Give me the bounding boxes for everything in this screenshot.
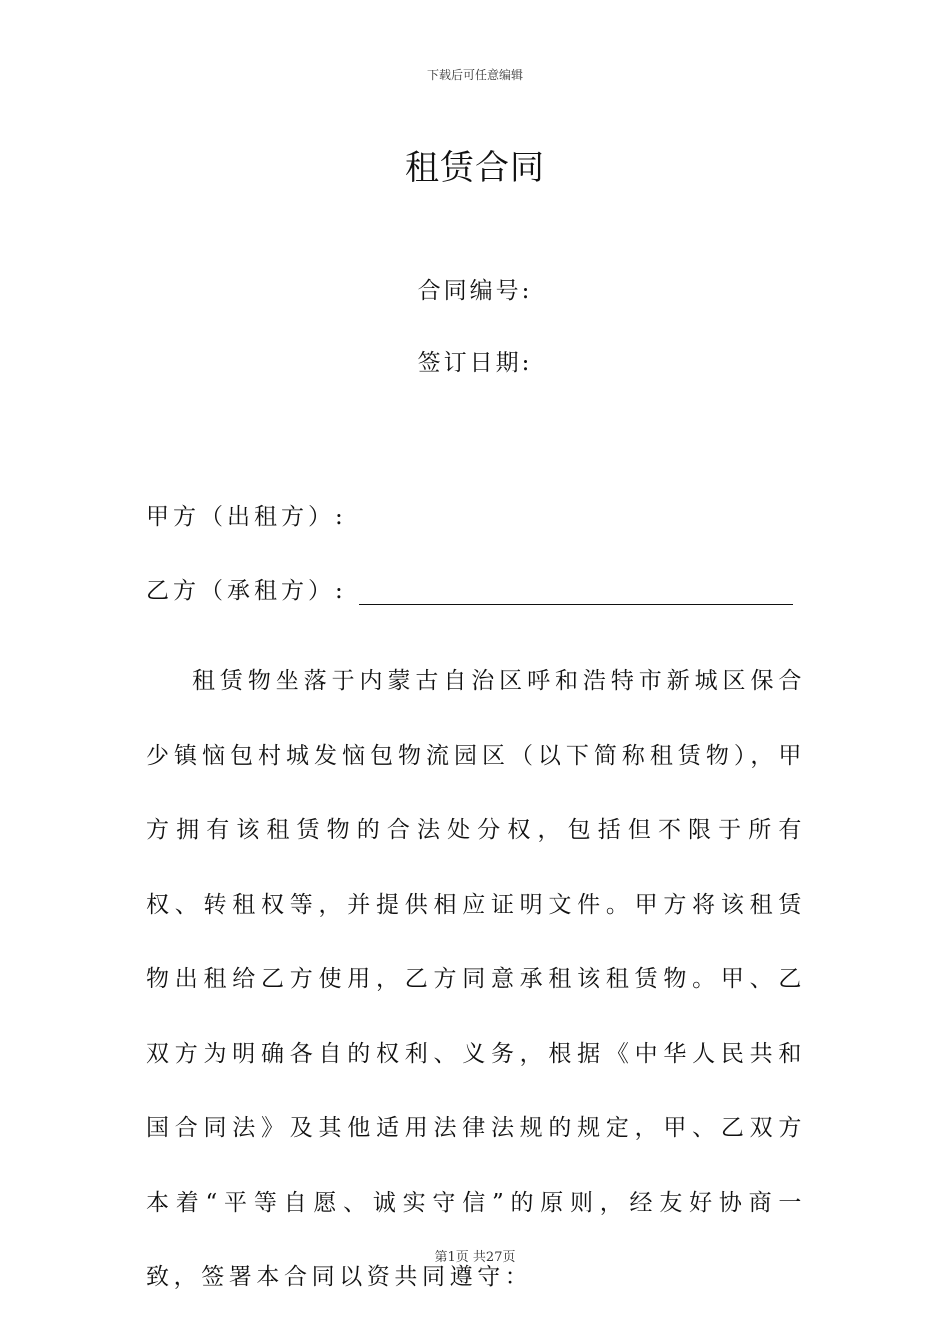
signing-date-label: 签订日期:: [417, 350, 533, 376]
party-b-blank-underline: [359, 578, 793, 605]
party-a-label: 甲方（出租方）:: [146, 504, 347, 530]
party-b-line: [146, 572, 793, 605]
page-footer: 第1页 共27页: [434, 1250, 516, 1265]
header-note: 下载后可任意编辑: [426, 68, 523, 82]
contract-preamble-paragraph: 租赁物坐落于内蒙古自治区呼和浩特市新城区保合少镇恼包村城发恼包物流园区（以下简称租赁物），甲方拥有该租赁物的合法处分权，包括但不限于所有权、转租权等，并提供相应证明文件。甲方将该租赁物出租给乙方使用，乙方同意承租该租赁物。甲、乙双方为明确各自的权利、义务，根据《中华人民共和国合同法》及其他适用法律法规的规定，甲、乙双方本着“平等自愿、诚实守信”的原则，经友好协商一致，签署本合同以资共同遵守：: [146, 668, 806, 1290]
party-a-line: [146, 498, 347, 531]
document-title: 租赁合同: [405, 148, 545, 188]
contract-number-label: 合同编号:: [417, 278, 533, 304]
party-b-label: 乙方（承租方）:: [146, 578, 347, 604]
